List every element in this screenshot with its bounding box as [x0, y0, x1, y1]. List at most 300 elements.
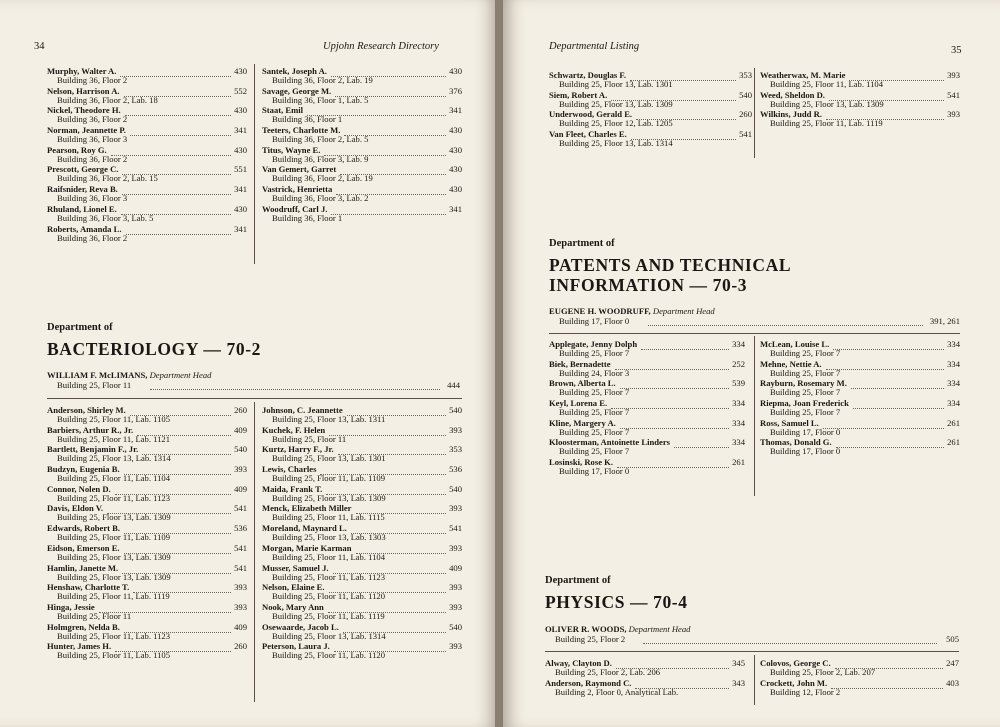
leader-dots: [329, 425, 446, 436]
entry-extension: 430: [234, 144, 247, 155]
directory-entry: [47, 622, 247, 642]
directory-entry: [262, 405, 462, 425]
entry-name: Kurtz, Harry F., Jr.: [262, 444, 334, 455]
page-number: 34: [34, 41, 45, 52]
entry-name: Connor, Nolen D.: [47, 483, 111, 494]
leader-dots: [674, 437, 729, 448]
department-label: Department of: [47, 322, 113, 333]
entry-location: Building 25, Floor 12, Lab. 1205: [559, 118, 673, 129]
directory-entry: [47, 405, 247, 425]
entry-location: Building 25, Floor 13, Lab. 1314: [559, 138, 673, 149]
entry-extension: 261: [947, 437, 960, 448]
entry-location: Building 25, Floor 2, Lab. 206: [555, 667, 661, 677]
entry-name: Colovos, George C.: [760, 658, 831, 668]
directory-entry: [760, 418, 960, 438]
entry-extension: 541: [234, 542, 247, 553]
entry-location: Building 25, Floor 13, Lab. 1301: [272, 453, 386, 464]
entry-location: Building 36, Floor 1: [272, 114, 343, 125]
column-divider: [254, 402, 255, 702]
entry-extension: 403: [946, 677, 959, 688]
entry-name: Savage, George M.: [262, 85, 332, 96]
entry-extension: 334: [947, 358, 960, 369]
entry-location: Building 25, Floor 2, Lab. 207: [770, 667, 876, 677]
entry-extension: 393: [234, 464, 247, 475]
leader-dots: [833, 339, 944, 350]
entry-name: Rayburn, Rosemary M.: [760, 378, 847, 389]
entry-extension: 343: [732, 677, 745, 688]
entry-extension: 541: [449, 523, 462, 534]
entry-extension: 334: [947, 339, 960, 349]
entry-location: Building 36, Floor 2: [57, 75, 128, 85]
entry-location: Building 25, Floor 13, Lab. 1311: [272, 414, 386, 424]
entry-extension: 260: [234, 641, 247, 652]
entry-extension: 540: [449, 621, 462, 632]
entry-name: Anderson, Raymond C.: [545, 677, 632, 688]
entry-extension: 261: [947, 417, 960, 428]
entry-name: Johnson, C. Jeannette: [262, 405, 343, 415]
directory-entry: [47, 66, 247, 86]
entry-extension: 334: [732, 437, 745, 448]
entry-extension: 409: [234, 483, 247, 494]
entry-location: Building 25, Floor 11, Lab. 1119: [272, 610, 385, 621]
leader-dots: [125, 105, 231, 116]
entry-location: Building 25, Floor 7: [559, 426, 630, 437]
entry-name: Biek, Bernadette: [549, 358, 611, 369]
entry-extension: 541: [947, 89, 960, 100]
department-head-name: WILLIAM F. McLIMANS,: [47, 370, 148, 380]
entry-extension: 334: [732, 339, 745, 349]
directory-entry: [262, 444, 462, 464]
directory-entry: [47, 523, 247, 543]
directory-entry: [262, 125, 462, 145]
entry-name: Menck, Elizabeth Miller: [262, 503, 352, 514]
entry-extension: 536: [449, 464, 462, 475]
entry-location: Building 25, Floor 7: [559, 407, 630, 418]
entry-extension: 430: [449, 184, 462, 195]
directory-entry: [262, 543, 462, 563]
department-head-role: Department Head: [628, 624, 691, 634]
entry-location: Building 25, Floor 11, Lab. 1104: [770, 79, 883, 89]
column: [760, 658, 959, 697]
entry-extension: 552: [234, 85, 247, 96]
column: [262, 405, 462, 661]
department-head-role: Department Head: [149, 370, 212, 380]
entry-name: Rhuland, Lionel E.: [47, 203, 117, 214]
leader-dots: [836, 437, 944, 448]
department-title-line2: INFORMATION — 70-3: [549, 275, 748, 295]
entry-location: Building 25, Floor 7: [770, 387, 841, 398]
directory-entry: [760, 398, 960, 418]
entry-location: Building 25, Floor 7: [770, 348, 841, 358]
entry-extension: 247: [946, 658, 959, 668]
running-head: Upjohn Research Directory: [323, 41, 439, 52]
entry-location: Building 36, Floor 2, Lab. 15: [57, 173, 158, 184]
entry-extension: 541: [739, 129, 752, 140]
entry-location: Building 17, Floor 0: [770, 446, 841, 457]
column-divider: [754, 336, 755, 496]
entry-extension: 393: [234, 582, 247, 593]
directory-entry: [760, 339, 960, 359]
entry-location: Building 25, Floor 11, Lab. 1104: [57, 473, 170, 484]
entry-location: Building 25, Floor 7: [559, 348, 630, 358]
column: [262, 66, 462, 224]
entry-location: Building 36, Floor 2: [57, 114, 128, 125]
entry-location: Building 36, Floor 3: [57, 193, 128, 204]
entry-name: Applegate, Jenny Dolph: [549, 339, 638, 349]
entry-name: Anderson, Shirley M.: [47, 405, 126, 415]
entry-name: Van Fleet, Charles E.: [549, 129, 627, 140]
entry-location: Building 25, Floor 11, Lab. 1109: [272, 473, 385, 484]
entry-extension: 541: [234, 503, 247, 514]
entry-location: Building 25, Floor 11, Lab. 1123: [272, 571, 385, 582]
entry-extension: 260: [739, 109, 752, 120]
section-rule: [545, 651, 959, 652]
entry-location: Building 25, Floor 11, Lab. 1119: [770, 118, 883, 129]
entry-location: Building 12, Floor 2: [770, 686, 841, 697]
leader-dots: [620, 378, 729, 389]
directory-entry: [47, 425, 247, 445]
directory-entry: [47, 464, 247, 484]
entry-location: Building 25, Floor 11, Lab. 1120: [272, 591, 385, 602]
entry-extension: 393: [449, 582, 462, 593]
entry-name: Brown, Alberta L.: [549, 378, 616, 389]
entry-name: Alway, Clayton D.: [545, 658, 612, 668]
leader-dots: [120, 66, 231, 77]
entry-name: Budzyn, Eugenia B.: [47, 464, 120, 475]
entry-name: Nickel, Theodore H.: [47, 105, 121, 116]
entry-name: Eidson, Emerson E.: [47, 542, 120, 553]
column: [760, 339, 960, 457]
entry-location: Building 2, Floor 0, Analytical Lab.: [555, 686, 679, 697]
directory-entry: [47, 125, 247, 145]
entry-extension: 430: [234, 203, 247, 214]
directory-entry: [760, 109, 960, 129]
entry-name: Moreland, Maynard L.: [262, 523, 347, 534]
column-divider: [254, 64, 255, 264]
entry-location: Building 36, Floor 2: [57, 232, 128, 243]
entry-location: Building 25, Floor 13, Lab. 1303: [272, 532, 386, 543]
entry-location: Building 25, Floor 13, Lab. 1309: [57, 512, 171, 523]
entry-name: Osewaarde, Jacob L.: [262, 621, 339, 632]
entry-name: Henshaw, Charlotte T.: [47, 582, 130, 593]
column: [760, 70, 960, 129]
directory-entry: [47, 145, 247, 165]
entry-location: Building 25, Floor 11, Lab. 1105: [57, 414, 170, 424]
column: [549, 339, 745, 477]
entry-extension: 430: [234, 66, 247, 76]
directory-entry: [262, 464, 462, 484]
entry-name: Pearson, Roy G.: [47, 144, 107, 155]
leader-dots: [111, 145, 231, 156]
entry-location: Building 25, Floor 13, Lab. 1309: [559, 98, 673, 109]
entry-location: Building 25, Floor 7: [770, 407, 841, 418]
entry-extension: 430: [449, 144, 462, 155]
department-head-extension: 505: [946, 634, 959, 644]
directory-entry: [262, 641, 462, 661]
directory-entry: [47, 444, 247, 464]
entry-extension: 334: [947, 378, 960, 389]
entry-name: Nelson, Elaine E.: [262, 582, 325, 593]
entry-name: Bartlett, Benjamin F., Jr.: [47, 444, 139, 455]
entry-location: Building 36, Floor 2: [57, 153, 128, 164]
directory-entry: [47, 602, 247, 622]
leader-dots: [130, 125, 231, 136]
entry-extension: 393: [947, 109, 960, 120]
entry-name: Keyl, Lorena E.: [549, 398, 608, 409]
directory-entry: [549, 339, 745, 359]
department-head-location: Building 25, Floor 11: [57, 380, 132, 390]
entry-location: Building 17, Floor 0: [770, 426, 841, 437]
entry-location: Building 25, Floor 13, Lab. 1301: [559, 79, 673, 89]
department-title: PHYSICS — 70-4: [545, 592, 688, 612]
leader-dots: [122, 184, 231, 195]
entry-name: Edwards, Robert B.: [47, 523, 121, 534]
entry-location: Building 25, Floor 11, Lab. 1115: [272, 512, 385, 523]
entry-name: Wilkins, Judd R.: [760, 109, 822, 120]
directory-entry: [47, 86, 247, 106]
department-head-location: Building 25, Floor 2: [555, 634, 626, 644]
leader-dots: [643, 635, 937, 644]
entry-name: Roberts, Amanda L.: [47, 223, 122, 234]
entry-name: Schwartz, Douglas F.: [549, 70, 627, 80]
entry-location: Building 25, Floor 7: [559, 387, 630, 398]
entry-location: Building 25, Floor 13, Lab. 1309: [57, 571, 171, 582]
entry-location: Building 36, Floor 3, Lab. 2: [272, 193, 369, 204]
entry-extension: 409: [234, 621, 247, 632]
entry-extension: 252: [732, 358, 745, 369]
leader-dots: [853, 398, 944, 409]
left-page: [0, 0, 497, 727]
directory-entry: [262, 86, 462, 106]
directory-entry: [262, 484, 462, 504]
entry-location: Building 25, Floor 11, Lab. 1121: [57, 433, 170, 444]
department-label: Department of: [545, 575, 611, 586]
leader-dots: [851, 378, 944, 389]
column: [549, 70, 752, 149]
directory-entry: [545, 658, 745, 678]
entry-extension: 334: [947, 398, 960, 409]
leader-dots: [617, 457, 729, 468]
entry-extension: 353: [739, 70, 752, 80]
entry-location: Building 25, Floor 11: [57, 610, 132, 621]
entry-location: Building 25, Floor 11, Lab. 1120: [272, 650, 385, 661]
entry-name: Musser, Samuel J.: [262, 562, 329, 573]
entry-extension: 540: [739, 89, 752, 100]
entry-name: Siem, Robert A.: [549, 89, 608, 100]
entry-location: Building 25, Floor 13, Lab. 1309: [770, 98, 884, 109]
department-title: BACTERIOLOGY — 70-2: [47, 339, 261, 359]
directory-entry: [760, 70, 960, 90]
entry-name: Barbiers, Arthur R., Jr.: [47, 424, 134, 435]
entry-name: Santek, Joseph A.: [262, 66, 327, 76]
directory-entry: [47, 641, 247, 661]
directory-entry: [47, 543, 247, 563]
directory-entry: [549, 398, 745, 418]
directory-entry: [47, 503, 247, 523]
entry-location: Building 25, Floor 11, Lab. 1109: [57, 532, 170, 543]
entry-extension: 539: [732, 378, 745, 389]
entry-extension: 393: [234, 601, 247, 612]
department-head: [545, 624, 690, 634]
directory-entry: [47, 563, 247, 583]
entry-name: Maida, Frank T.: [262, 483, 323, 494]
entry-name: Hamlin, Janette M.: [47, 562, 119, 573]
entry-name: Holmgren, Nelda B.: [47, 621, 120, 632]
leader-dots: [615, 359, 729, 370]
directory-entry: [760, 359, 960, 379]
entry-location: Building 25, Floor 13, Lab. 1309: [57, 551, 171, 562]
entry-name: Weatherwax, M. Marie: [760, 70, 846, 80]
entry-location: Building 36, Floor 3, Lab. 9: [272, 153, 369, 164]
column: [47, 66, 247, 243]
entry-extension: 353: [449, 444, 462, 455]
department-head-extension: 444: [447, 380, 460, 390]
directory-entry: [262, 66, 462, 86]
directory-entry: [262, 145, 462, 165]
entry-name: Ross, Samuel L.: [760, 417, 819, 428]
directory-entry: [262, 582, 462, 602]
directory-entry: [262, 503, 462, 523]
right-page: [503, 0, 1000, 727]
department-head: [549, 306, 715, 316]
entry-extension: 261: [732, 457, 745, 468]
entry-name: Norman, Jeannette P.: [47, 125, 126, 136]
entry-name: Crockett, John M.: [760, 677, 828, 688]
leader-dots: [126, 224, 231, 235]
column-divider: [754, 655, 755, 705]
department-label: Department of: [549, 238, 615, 249]
directory-entry: [262, 602, 462, 622]
entry-name: Hinga, Jessie: [47, 601, 95, 612]
section-rule: [549, 333, 960, 334]
entry-extension: 393: [449, 424, 462, 435]
directory-entry: [549, 437, 745, 457]
entry-location: Building 36, Floor 1, Lab. 5: [272, 94, 369, 105]
entry-extension: 430: [449, 125, 462, 136]
entry-extension: 341: [449, 203, 462, 214]
entry-extension: 341: [449, 105, 462, 116]
directory-entry: [760, 437, 960, 457]
directory-entry: [549, 378, 745, 398]
directory-entry: [47, 484, 247, 504]
directory-entry: [47, 224, 247, 244]
entry-location: Building 25, Floor 7: [770, 367, 841, 378]
directory-entry: [549, 418, 745, 438]
entry-location: Building 25, Floor 11, Lab. 1105: [57, 650, 170, 661]
entry-extension: 393: [947, 70, 960, 80]
directory-entry: [47, 582, 247, 602]
entry-extension: 393: [449, 641, 462, 652]
entry-name: Losinski, Rose K.: [549, 457, 613, 468]
entry-name: Raifsnider, Reva B.: [47, 184, 118, 195]
directory-entry: [262, 523, 462, 543]
entry-extension: 334: [732, 398, 745, 409]
column: [545, 658, 745, 697]
entry-extension: 540: [449, 405, 462, 415]
entry-extension: 540: [449, 483, 462, 494]
entry-name: McLean, Louise L.: [760, 339, 830, 349]
entry-extension: 376: [449, 85, 462, 96]
page-number: 35: [951, 45, 962, 56]
entry-location: Building 25, Floor 11, Lab. 1104: [272, 551, 385, 562]
entry-name: Van Gemert, Garret: [262, 164, 337, 175]
entry-name: Weed, Sheldon D.: [760, 89, 825, 100]
leader-dots: [620, 418, 729, 429]
leader-dots: [831, 678, 943, 689]
entry-name: Murphy, Walter A.: [47, 66, 117, 76]
entry-name: Peterson, Laura J.: [262, 641, 330, 652]
department-head-extension: 391, 261: [929, 316, 960, 326]
directory-entry: [47, 184, 247, 204]
entry-extension: 430: [234, 105, 247, 116]
entry-extension: 540: [234, 444, 247, 455]
directory-entry: [47, 204, 247, 224]
entry-location: Building 25, Floor 11, Lab. 1123: [57, 492, 170, 503]
entry-location: Building 36, Floor 3, Lab. 5: [57, 212, 154, 223]
department-head-name: EUGENE H. WOODRUFF,: [549, 306, 651, 316]
entry-location: Building 25, Floor 11, Lab. 1123: [57, 630, 170, 641]
leader-dots: [823, 418, 944, 429]
entry-extension: 409: [449, 562, 462, 573]
department-title-line1: PATENTS AND TECHNICAL: [549, 255, 792, 275]
directory-entry: [262, 184, 462, 204]
directory-entry: [549, 70, 752, 90]
department-head: [47, 370, 211, 380]
entry-name: Prescott, George C.: [47, 164, 119, 175]
directory-entry: [262, 204, 462, 224]
directory-entry: [549, 109, 752, 129]
department-head-role: Department Head: [652, 306, 715, 316]
entry-extension: 334: [732, 417, 745, 428]
entry-extension: 541: [234, 562, 247, 573]
directory-entry: [47, 164, 247, 184]
department-head-location: Building 17, Floor 0: [559, 316, 630, 326]
entry-name: Nook, Mary Ann: [262, 601, 324, 612]
entry-name: Thomas, Donald G.: [760, 437, 832, 448]
entry-location: Building 25, Floor 11, Lab. 1119: [57, 591, 170, 602]
entry-extension: 430: [449, 66, 462, 76]
column: [47, 405, 247, 661]
entry-location: Building 36, Floor 1: [272, 212, 343, 223]
entry-extension: 393: [449, 503, 462, 514]
entry-name: Staat, Emil: [262, 105, 304, 116]
entry-location: Building 25, Floor 13, Lab. 1314: [57, 453, 171, 464]
entry-extension: 393: [449, 601, 462, 612]
entry-name: Woodruff, Carl J.: [262, 203, 328, 214]
directory-entry: [549, 90, 752, 110]
entry-name: Mehne, Nettie A.: [760, 358, 822, 369]
entry-location: Building 24, Floor 3: [559, 367, 630, 378]
entry-extension: 393: [449, 542, 462, 553]
entry-name: Kline, Margery A.: [549, 417, 616, 428]
entry-extension: 551: [234, 164, 247, 175]
entry-location: Building 36, Floor 2, Lab. 5: [272, 134, 369, 145]
entry-location: Building 25, Floor 13, Lab. 1309: [272, 492, 386, 503]
leader-dots: [150, 381, 440, 390]
directory-entry: [549, 359, 745, 379]
directory-entry: [262, 622, 462, 642]
directory-entry: [760, 90, 960, 110]
leader-dots: [331, 204, 446, 215]
entry-location: Building 25, Floor 7: [559, 446, 630, 457]
directory-entry: [549, 457, 745, 477]
directory-entry: [262, 425, 462, 445]
directory-entry: [760, 378, 960, 398]
entry-extension: 341: [234, 184, 247, 195]
directory-entry: [760, 658, 959, 678]
directory-entry: [262, 563, 462, 583]
column-divider: [754, 68, 755, 158]
